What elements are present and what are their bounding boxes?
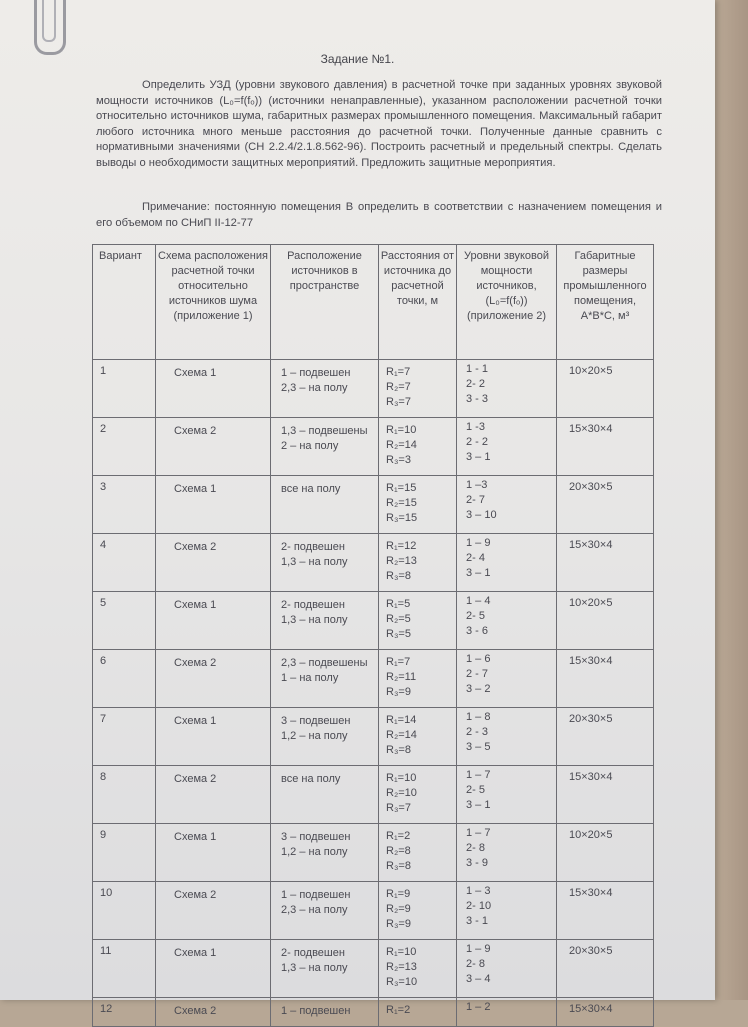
level-line: 1 –3 xyxy=(466,479,488,491)
size-cell: 15×30×4 xyxy=(557,534,654,592)
levels-cell xyxy=(457,650,557,708)
position-cell xyxy=(271,940,379,998)
distance-line: R₂=13 xyxy=(386,961,417,973)
size-cell: 20×30×5 xyxy=(557,940,654,998)
distance-cell xyxy=(379,592,457,650)
level-line: 2 - 7 xyxy=(466,668,489,680)
position-line: 1,3 – на полу xyxy=(281,556,348,568)
position-line: 1 – подвешен xyxy=(281,1005,351,1017)
document-title: Задание №1. xyxy=(320,52,395,66)
distance-line: R₃=5 xyxy=(386,628,411,640)
note-paragraph: Примечание: постоянную помещения В определить в соответствии с назначением помещения и его объемом по СНиП II-12-77 xyxy=(96,201,662,229)
size-cell: 20×30×5 xyxy=(557,476,654,534)
distance-line: R₃=7 xyxy=(386,396,411,408)
level-line: 3 – 5 xyxy=(466,741,491,753)
distance-line: R₁=2 xyxy=(386,830,411,842)
distance-line: R₂=8 xyxy=(386,845,411,857)
position-cell xyxy=(271,592,379,650)
header-size: Габаритные размеры промышленного помещения, А*В*С, м³ xyxy=(557,245,654,360)
level-line: 1 -3 xyxy=(466,421,485,433)
distance-line: R₁=5 xyxy=(386,598,411,610)
size-cell: 10×20×5 xyxy=(557,824,654,882)
variant-cell: 9 xyxy=(93,824,156,882)
scheme-cell: Схема 1 xyxy=(156,824,271,882)
distance-cell xyxy=(379,418,457,476)
level-line: 3 – 1 xyxy=(466,451,491,463)
levels-cell xyxy=(457,476,557,534)
distance-line: R₃=8 xyxy=(386,860,411,872)
level-line: 2 - 2 xyxy=(466,436,489,448)
variant-cell: 2 xyxy=(93,418,156,476)
levels-cell xyxy=(457,418,557,476)
levels-cell xyxy=(457,940,557,998)
position-cell xyxy=(271,360,379,418)
size-cell: 20×30×5 xyxy=(557,708,654,766)
distance-line: R₃=9 xyxy=(386,918,411,930)
table-row xyxy=(93,418,654,476)
scheme-cell: Схема 2 xyxy=(156,998,271,1027)
level-line: 3 - 9 xyxy=(466,857,489,869)
levels-cell xyxy=(457,882,557,940)
position-line: 1,3 – на полу xyxy=(281,614,348,626)
level-line: 3 – 1 xyxy=(466,567,491,579)
level-line: 1 – 8 xyxy=(466,711,491,723)
header-levels: Уровни звуковой мощности источников, (L₀=f(fₒ)) (приложение 2) xyxy=(457,245,557,360)
distance-cell xyxy=(379,766,457,824)
distance-line: R₃=10 xyxy=(386,976,418,988)
scheme-cell: Схема 1 xyxy=(156,476,271,534)
level-line: 2- 4 xyxy=(466,552,485,564)
table-row xyxy=(93,650,654,708)
distance-line: R₁=7 xyxy=(386,366,411,378)
position-line: 1,2 – на полу xyxy=(281,846,348,858)
levels-cell xyxy=(457,824,557,882)
position-line: 1,3 – подвешены xyxy=(281,425,368,437)
table-row xyxy=(93,476,654,534)
size-cell: 15×30×4 xyxy=(557,418,654,476)
level-line: 2 - 3 xyxy=(466,726,489,738)
distance-line: R₁=12 xyxy=(386,540,417,552)
size-cell: 15×30×4 xyxy=(557,998,654,1027)
level-line: 2- 10 xyxy=(466,900,492,912)
scheme-cell: Схема 1 xyxy=(156,360,271,418)
distance-line: R₂=11 xyxy=(386,671,417,683)
level-line: 2- 5 xyxy=(466,784,485,796)
distance-line: R₃=3 xyxy=(386,454,411,466)
scheme-cell: Схема 2 xyxy=(156,534,271,592)
table-row xyxy=(93,534,654,592)
distance-line: R₃=8 xyxy=(386,744,411,756)
distance-cell xyxy=(379,940,457,998)
level-line: 3 - 1 xyxy=(466,915,489,927)
table-row xyxy=(93,940,654,998)
distance-line: R₂=13 xyxy=(386,555,417,567)
table-row xyxy=(93,766,654,824)
task-paragraph: Определить УЗД (уровни звукового давления) в расчетной точке при заданных уровнях звуковой мощности источников (L₀=f(fₒ)) (источники ненаправленные), указанном расположении расчетной точки относительно источников шума, габаритных размерах промышленного помещения. Максимальный габарит любого источника много меньше расстояния до расчетной точки. Полученные данные сравнить с нормативными значениями (СН 2.2.4/2.1.8.562-96). Построить расчетный и предельный спектры. Сделать выводы о необходимости защитных мероприятий. Предложить защитные мероприятия. xyxy=(96,79,662,169)
levels-cell xyxy=(457,592,557,650)
distance-line: R₃=8 xyxy=(386,570,411,582)
header-position: Расположение источников в пространстве xyxy=(271,245,379,360)
level-line: 1 – 6 xyxy=(466,653,491,665)
distance-line: R₂=15 xyxy=(386,497,417,509)
distance-line: R₂=5 xyxy=(386,613,411,625)
distance-cell xyxy=(379,998,457,1027)
distance-cell xyxy=(379,476,457,534)
distance-line: R₁=10 xyxy=(386,946,417,958)
position-cell xyxy=(271,882,379,940)
table-row xyxy=(93,708,654,766)
variant-cell: 5 xyxy=(93,592,156,650)
level-line: 1 – 2 xyxy=(466,1001,491,1013)
position-line: 1 – подвешен xyxy=(281,889,351,901)
level-line: 1 – 3 xyxy=(466,885,491,897)
level-line: 1 – 9 xyxy=(466,537,491,549)
distance-line: R₃=9 xyxy=(386,686,411,698)
size-cell: 15×30×4 xyxy=(557,650,654,708)
distance-line: R₂=14 xyxy=(386,729,417,741)
position-line: 1 – подвешен xyxy=(281,367,351,379)
level-line: 1 – 7 xyxy=(466,827,491,839)
position-line: 2- подвешен xyxy=(281,947,345,959)
position-line: 2- подвешен xyxy=(281,541,345,553)
size-cell: 15×30×4 xyxy=(557,882,654,940)
scheme-cell: Схема 2 xyxy=(156,418,271,476)
level-line: 1 - 1 xyxy=(466,363,489,375)
levels-cell xyxy=(457,998,557,1027)
distance-line: R₃=7 xyxy=(386,802,411,814)
position-line: 3 – подвешен xyxy=(281,715,351,727)
position-cell xyxy=(271,708,379,766)
scheme-cell: Схема 1 xyxy=(156,940,271,998)
table-row xyxy=(93,360,654,418)
level-line: 1 – 9 xyxy=(466,943,491,955)
position-cell xyxy=(271,476,379,534)
variant-cell: 11 xyxy=(93,940,156,998)
distance-line: R₃=15 xyxy=(386,512,418,524)
position-line: все на полу xyxy=(281,773,341,785)
table-row xyxy=(93,882,654,940)
position-cell xyxy=(271,418,379,476)
table-header-row xyxy=(93,245,654,360)
level-line: 3 - 3 xyxy=(466,393,489,405)
level-line: 3 – 1 xyxy=(466,799,491,811)
distance-line: R₁=9 xyxy=(386,888,411,900)
table-row xyxy=(93,592,654,650)
table-row xyxy=(93,998,654,1027)
distance-cell xyxy=(379,882,457,940)
size-cell: 10×20×5 xyxy=(557,360,654,418)
variant-cell: 6 xyxy=(93,650,156,708)
position-line: 2,3 – на полу xyxy=(281,382,348,394)
variant-cell: 10 xyxy=(93,882,156,940)
variant-cell: 8 xyxy=(93,766,156,824)
position-line: 1,3 – на полу xyxy=(281,962,348,974)
variant-cell: 12 xyxy=(93,998,156,1027)
distance-line: R₁=10 xyxy=(386,772,417,784)
distance-cell xyxy=(379,650,457,708)
position-cell xyxy=(271,824,379,882)
levels-cell xyxy=(457,766,557,824)
paper-clip xyxy=(34,0,66,55)
scheme-cell: Схема 2 xyxy=(156,882,271,940)
size-cell: 15×30×4 xyxy=(557,766,654,824)
position-cell xyxy=(271,650,379,708)
level-line: 2- 2 xyxy=(466,378,485,390)
position-line: 3 – подвешен xyxy=(281,831,351,843)
level-line: 3 – 4 xyxy=(466,973,491,985)
table-body xyxy=(93,360,654,1027)
position-cell xyxy=(271,998,379,1027)
table-row xyxy=(93,824,654,882)
distance-cell xyxy=(379,708,457,766)
distance-line: R₁=10 xyxy=(386,424,417,436)
position-cell xyxy=(271,534,379,592)
distance-line: R₁=15 xyxy=(386,482,417,494)
position-line: 1 – на полу xyxy=(281,672,339,684)
level-line: 2- 8 xyxy=(466,842,485,854)
variant-cell: 1 xyxy=(93,360,156,418)
size-cell: 10×20×5 xyxy=(557,592,654,650)
scheme-cell: Схема 2 xyxy=(156,766,271,824)
level-line: 3 - 6 xyxy=(466,625,489,637)
variant-cell: 3 xyxy=(93,476,156,534)
levels-cell xyxy=(457,534,557,592)
levels-cell xyxy=(457,708,557,766)
level-line: 2- 8 xyxy=(466,958,485,970)
level-line: 3 – 2 xyxy=(466,683,491,695)
distance-line: R₁=14 xyxy=(386,714,417,726)
position-cell xyxy=(271,766,379,824)
levels-cell xyxy=(457,360,557,418)
level-line: 3 – 10 xyxy=(466,509,497,521)
distance-line: R₂=7 xyxy=(386,381,411,393)
header-distance: Расстояния от источника до расчетной точки, м xyxy=(379,245,457,360)
position-line: 2- подвешен xyxy=(281,599,345,611)
scheme-cell: Схема 1 xyxy=(156,592,271,650)
distance-cell xyxy=(379,534,457,592)
position-line: 2,3 – подвешены xyxy=(281,657,368,669)
variant-cell: 4 xyxy=(93,534,156,592)
variant-cell: 7 xyxy=(93,708,156,766)
position-line: 2,3 – на полу xyxy=(281,904,348,916)
position-line: 1,2 – на полу xyxy=(281,730,348,742)
distance-line: R₂=10 xyxy=(386,787,417,799)
header-variant: Вариант xyxy=(93,245,156,360)
distance-cell xyxy=(379,824,457,882)
level-line: 1 – 4 xyxy=(466,595,491,607)
variants-table xyxy=(92,244,654,1027)
position-line: 2 – на полу xyxy=(281,440,339,452)
distance-line: R₂=9 xyxy=(386,903,411,915)
level-line: 2- 5 xyxy=(466,610,485,622)
distance-line: R₁=7 xyxy=(386,656,411,668)
scheme-cell: Схема 1 xyxy=(156,708,271,766)
distance-line: R₁=2 xyxy=(386,1004,411,1016)
distance-line: R₂=14 xyxy=(386,439,417,451)
header-scheme: Схема расположения расчетной точки относительно источников шума (приложение 1) xyxy=(156,245,271,360)
scheme-cell: Схема 2 xyxy=(156,650,271,708)
position-line: все на полу xyxy=(281,483,341,495)
distance-cell xyxy=(379,360,457,418)
level-line: 2- 7 xyxy=(466,494,485,506)
level-line: 1 – 7 xyxy=(466,769,491,781)
